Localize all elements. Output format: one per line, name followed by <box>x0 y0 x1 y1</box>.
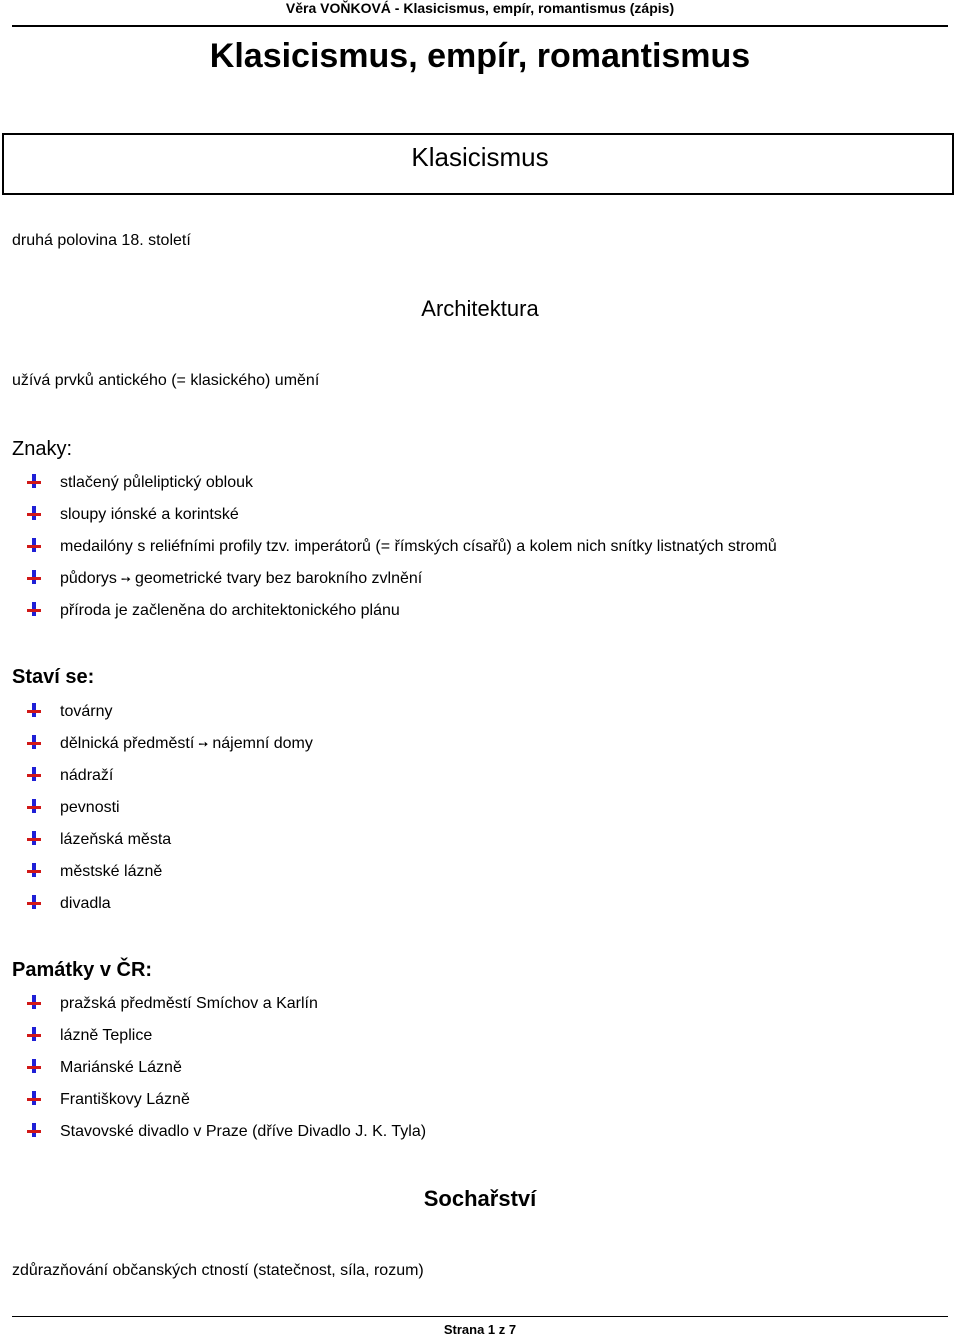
bullet-icon <box>27 474 41 488</box>
bullet-icon <box>27 799 41 813</box>
arrow-right-icon: ➙ <box>198 737 209 751</box>
bullet-icon <box>27 1027 41 1041</box>
running-header: Věra VOŇKOVÁ - Klasicismus, empír, romantismus (zápis) <box>285 0 675 16</box>
bullet-icon <box>27 1059 41 1073</box>
bullet-icon <box>27 863 41 877</box>
bullet-icon <box>27 995 41 1009</box>
section-title: Klasicismus <box>411 142 549 172</box>
document-title: Klasicismus, empír, romantismus <box>209 37 751 75</box>
znaky-heading: Znaky: <box>12 438 73 460</box>
pamatky-heading: Památky v ČR: <box>12 959 153 981</box>
bullet-icon <box>27 1091 41 1105</box>
intro-text: druhá polovina 18. století <box>12 232 191 249</box>
arrow-right-icon: ➙ <box>120 572 131 586</box>
bullet-icon <box>27 767 41 781</box>
architektura-lead: užívá prvků antického (= klasického) umění <box>12 372 320 389</box>
bullet-icon <box>27 506 41 520</box>
bullet-icon <box>27 538 41 552</box>
page-number: Strana 1 z 7 <box>443 1322 517 1337</box>
header-rule <box>12 25 948 27</box>
socharstvi-lead: zdůrazňování občanských ctností (statečnost, síla, rozum) <box>12 1262 424 1279</box>
bullet-icon <box>27 602 41 616</box>
stavi-se-heading: Staví se: <box>12 666 95 688</box>
bullet-icon <box>27 831 41 845</box>
bullet-icon <box>27 570 41 584</box>
socharstvi-heading: Sochařství <box>423 1186 537 1211</box>
bullet-icon <box>27 895 41 909</box>
architektura-heading: Architektura <box>421 296 539 321</box>
bullet-icon <box>27 703 41 717</box>
bullet-icon <box>27 1123 41 1137</box>
footer-rule <box>12 1316 948 1317</box>
bullet-icon <box>27 735 41 749</box>
